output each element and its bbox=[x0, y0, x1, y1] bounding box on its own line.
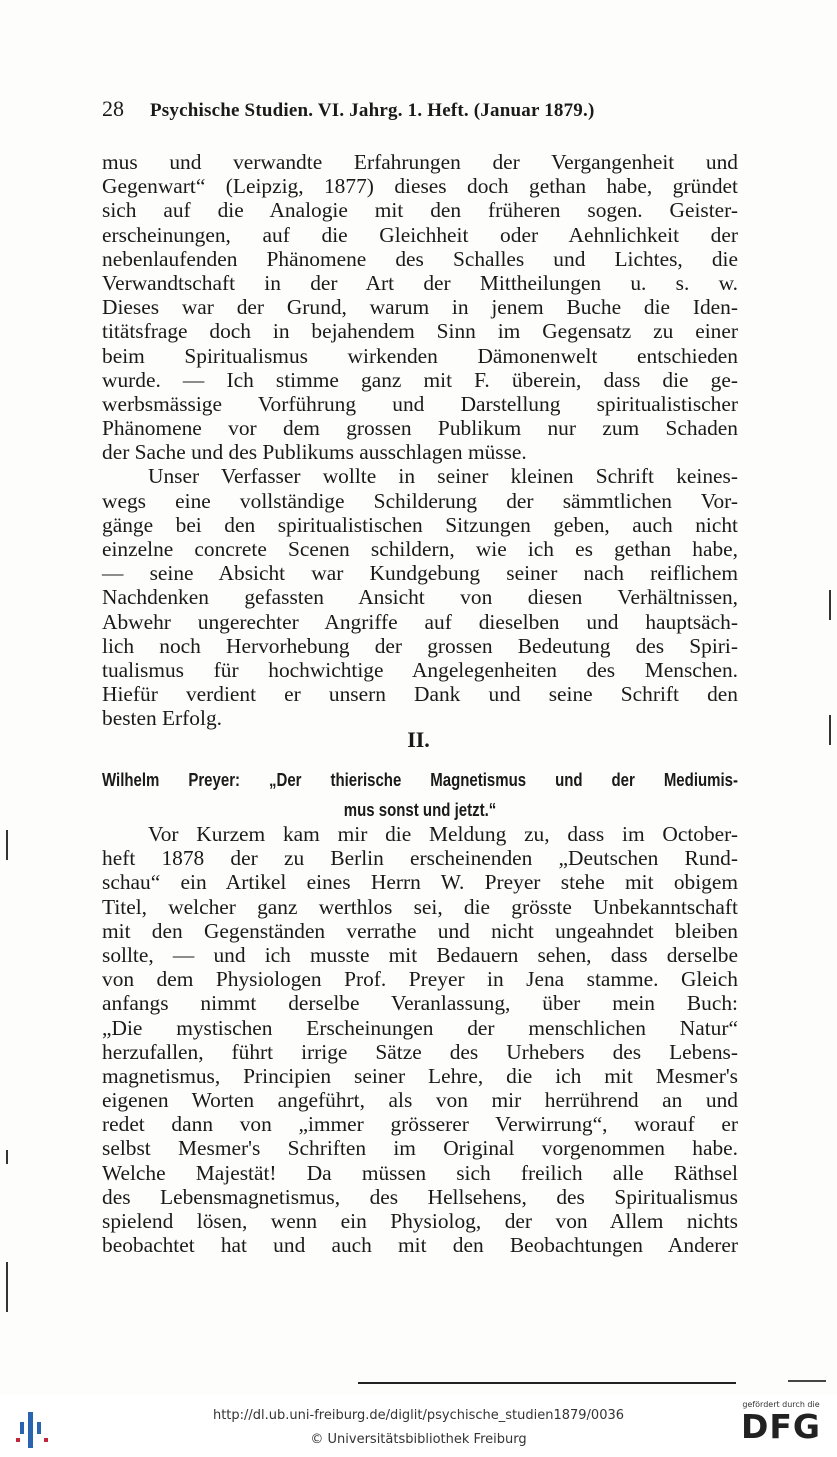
text-line: eigenen Worten angeführt, als von mir herrührend an und bbox=[102, 1088, 738, 1113]
text-line: sollte, — und ich musste mit Bedauern sehen, dass derselbe bbox=[102, 942, 738, 967]
scan-edge-mark bbox=[829, 590, 831, 620]
text-line: Unser Verfasser wollte in seiner kleinen Schrift keines- bbox=[148, 464, 738, 489]
text-line: beobachtet hat und auch mit den Beobachtungen Anderer bbox=[102, 1233, 738, 1258]
viewer-footer bbox=[0, 1398, 837, 1457]
scan-edge-mark bbox=[829, 715, 831, 745]
text-line: Phänomene vor dem grossen Publikum nur zum Schaden bbox=[102, 416, 738, 441]
text-line: Hiefür verdient er unsern Dank und seine Schrift den bbox=[102, 682, 738, 707]
paragraphs-block-1 bbox=[102, 150, 738, 731]
text-line: wurde. — Ich stimme ganz mit F. überein, dass die ge- bbox=[102, 367, 738, 392]
funder-caption: gefördert durch die bbox=[742, 1400, 820, 1409]
bottom-rule-end bbox=[788, 1380, 826, 1382]
text-line: gänge bei den spiritualistischen Sitzungen geben, auch nicht bbox=[102, 512, 738, 537]
text-line: Nachdenken gefassten Ansicht von diesen Verhältnissen, bbox=[102, 585, 738, 610]
section-heading bbox=[102, 766, 738, 826]
text-line: des Lebensmagnetismus, des Hellsehens, des Spiritualismus bbox=[102, 1184, 738, 1209]
text-line: magnetismus, Principien seiner Lehre, die ich mit Mesmer's bbox=[102, 1063, 738, 1088]
text-line: wegs eine vollständige Schilderung der sämmtlichen Vor- bbox=[102, 488, 738, 513]
text-line: schau“ ein Artikel eines Herrn W. Preyer stehe mit obigem bbox=[102, 870, 738, 895]
text-line: Vor Kurzem kam mir die Meldung zu, dass im October- bbox=[148, 822, 738, 846]
running-header bbox=[102, 96, 738, 122]
text-line: beim Spiritualismus wirkenden Dämonenwelt entschieden bbox=[102, 343, 738, 368]
text-line: — seine Absicht war Kundgebung seiner nach reiflichem bbox=[102, 561, 738, 586]
text-line: Abwehr ungerechter Angriffe auf dieselben und hauptsäch- bbox=[102, 609, 738, 634]
page-number: 28 bbox=[102, 96, 124, 121]
dfg-logo-icon: DFG bbox=[740, 1407, 822, 1446]
section-number: II. bbox=[407, 727, 430, 752]
text-line: Welche Majestät! Da müssen sich freilich alle Räthsel bbox=[102, 1160, 738, 1185]
text-line: titätsfrage doch in bejahendem Sinn im Gegensatz zu einer bbox=[102, 319, 738, 344]
text-line: tualismus für hochwichtige Angelegenheiten des Menschen. bbox=[102, 657, 738, 682]
text-line: „Die mystischen Erscheinungen der menschlichen Natur“ bbox=[102, 1015, 738, 1040]
document-url[interactable]: http://dl.ub.uni-freiburg.de/diglit/psychische_studien1879/0036 bbox=[212, 1408, 625, 1423]
text-line: Verwandtschaft in der Art der Mittheilungen u. s. w. bbox=[102, 270, 738, 295]
text-line: redet dann von „immer grösserer Verwirrung“, worauf er bbox=[102, 1112, 738, 1137]
text-line: erscheinungen, auf die Gleichheit oder Aehnlichkeit der bbox=[102, 222, 738, 247]
text-line: Dieses war der Grund, warum in jenem Buche die Iden- bbox=[102, 295, 738, 320]
text-line: nebenlaufenden Phänomene des Schalles und Lichtes, die bbox=[102, 246, 738, 271]
scan-edge-mark bbox=[6, 1150, 8, 1164]
text-line: Titel, welcher ganz werthlos sei, die grösste Unbekanntschaft bbox=[102, 894, 738, 919]
paragraphs-block-2 bbox=[102, 822, 738, 1257]
scan-edge-mark bbox=[6, 1262, 8, 1312]
text-line: heft 1878 der zu Berlin erscheinenden „Deutschen Rund- bbox=[102, 846, 738, 871]
text-line: sich auf die Analogie mit den früheren sogen. Geister- bbox=[102, 198, 738, 223]
text-line: anfangs nimmt derselbe Veranlassung, über mein Buch: bbox=[102, 991, 738, 1016]
text-line: werbsmässige Vorführung und Darstellung spiritualistischer bbox=[102, 391, 738, 416]
section-heading-line-2: mus sonst und jetzt.“ bbox=[343, 799, 497, 821]
text-line: Gegenwart“ (Leipzig, 1877) dieses doch gethan habe, gründet bbox=[102, 174, 738, 199]
dfg-funder-logo bbox=[735, 1400, 827, 1445]
scan-edge-mark bbox=[6, 830, 8, 860]
text-line: der Sache und des Publikums ausschlagen müsse. bbox=[102, 440, 527, 465]
text-line: mit den Gegenständen verrathe und nicht ungeahndet bleiben bbox=[102, 918, 738, 943]
bottom-rule bbox=[358, 1382, 736, 1384]
text-line: selbst Mesmer's Schriften im Original vorgenommen habe. bbox=[102, 1136, 738, 1161]
text-line: von dem Physiologen Prof. Preyer in Jena stamme. Gleich bbox=[102, 967, 738, 992]
running-title: Psychische Studien. VI. Jahrg. 1. Heft. (Januar 1879.) bbox=[150, 100, 595, 121]
text-line: herzufallen, führt irrige Sätze des Urhebers des Lebens- bbox=[102, 1039, 738, 1064]
text-line: lich noch Hervorhebung der grossen Bedeutung des Spiri- bbox=[102, 633, 738, 658]
text-line: einzelne concrete Scenen schildern, wie ich es gethan habe, bbox=[102, 537, 738, 561]
copyright-notice: © Universitätsbibliothek Freiburg bbox=[310, 1432, 527, 1447]
section-heading-line-1: Wilhelm Preyer: „Der thierische Magnetismus und der Mediumis- bbox=[102, 769, 738, 791]
text-line: besten Erfolg. bbox=[102, 706, 222, 731]
text-line: mus und verwandte Erfahrungen der Vergangenheit und bbox=[102, 150, 738, 174]
text-line: spielend lösen, wenn ein Physiolog, der von Allem nichts bbox=[102, 1209, 738, 1233]
